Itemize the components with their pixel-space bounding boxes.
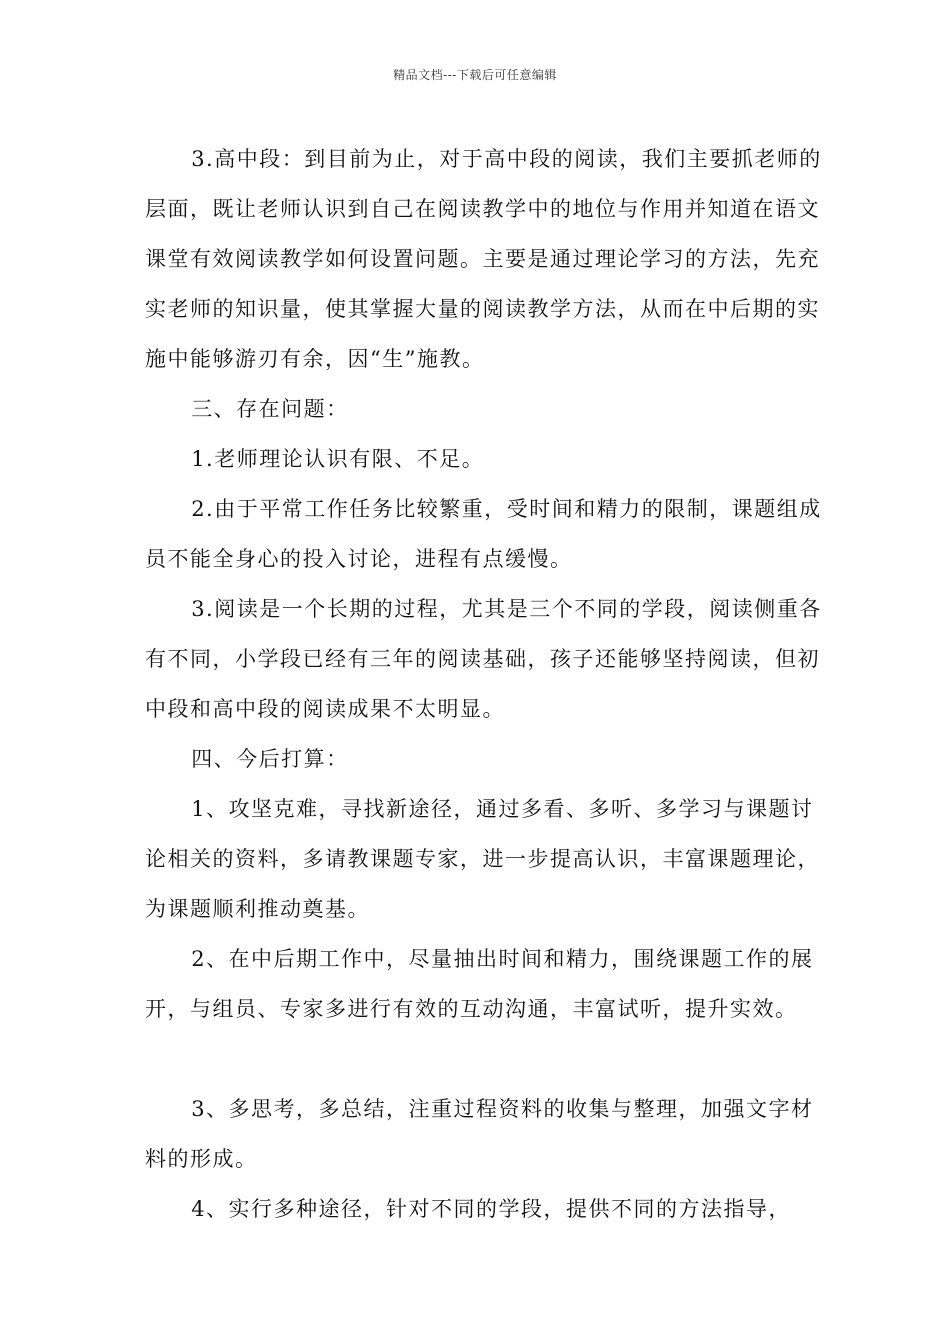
document-body (145, 134, 825, 1234)
heading-existing-problems: 三、存在问题： (191, 397, 349, 421)
paragraph-plan-1: 1、攻坚克难，寻找新途径，通过多看、多听、多学习与课题讨论相关的资料，多请教课题专家，进一步提高认识，丰富课题理论，为课题顺利推动奠基。 (145, 797, 820, 921)
heading-future-plans: 四、今后打算： (191, 747, 349, 771)
page-header: 精品文档---下载后可任意编辑 (393, 68, 557, 82)
paragraph-problem-1: 1.老师理论认识有限、不足。 (191, 447, 485, 471)
paragraph-plan-4: 4、实行多种途径，针对不同的学段，提供不同的方法指导， (191, 1197, 792, 1221)
paragraph-plan-2: 2、在中后期工作中，尽量抽出时间和精力，围绕课题工作的展开，与组员、专家多进行有效的互动沟通，丰富试听，提升实效。 (145, 947, 814, 1021)
blank-line (145, 1034, 825, 1084)
paragraph-plan-3: 3、多思考，多总结，注重过程资料的收集与整理，加强文字材料的形成。 (145, 1097, 814, 1171)
paragraph-problem-2: 2.由于平常工作任务比较繁重，受时间和精力的限制，课题组成员不能全身心的投入讨论，进程有点缓慢。 (145, 497, 822, 571)
paragraph-high-school-section: 3.高中段：到目前为止，对于高中段的阅读，我们主要抓老师的层面，既让老师认识到自己在阅读教学中的地位与作用并知道在语文课堂有效阅读教学如何设置问题。主要是通过理论学习的方法，先充实老师的知识量，使其掌握大量的阅读教学方法，从而在中后期的实施中能够游刃有余，因“生”施教。 (145, 147, 822, 371)
paragraph-problem-3: 3.阅读是一个长期的过程，尤其是三个不同的学段，阅读侧重各有不同，小学段已经有三年的阅读基础，孩子还能够坚持阅读，但初中段和高中段的阅读成果不太明显。 (145, 597, 822, 721)
